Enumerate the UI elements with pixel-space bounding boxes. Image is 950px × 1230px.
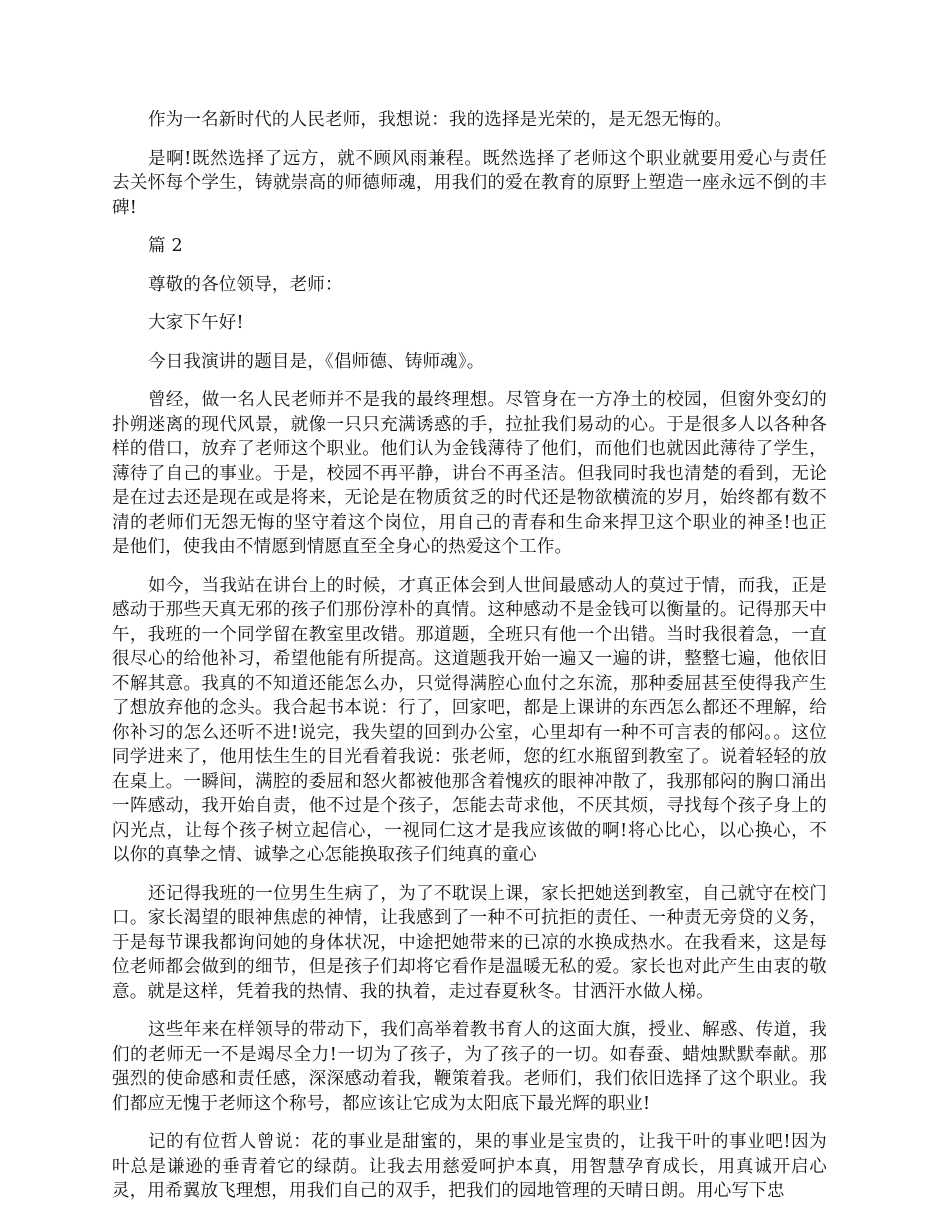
paragraph-choice: 是啊!既然选择了远方，就不顾风雨兼程。既然选择了老师这个职业就要用爱心与责任去关怀每个学生，铸就崇高的师德师魂，用我们的爱在教育的原野上塑造一座永远不倒的丰碑! [112,148,827,218]
paragraph-sick-student: 还记得我班的一位男生生病了，为了不耽误上课，家长把她送到教室，自己就守在校门口。家长渴望的眼神焦虑的神情，让我感到了一种不可抗拒的责任、一种责无旁贷的义务，于是每节课我都询问她的身体状况，中途把她带来的已凉的水换成热水。在我看来，这是每位老师都会做到的细节，但是孩子们却将它看作是温暖无私的爱。家长也对此产生由衷的敬意。就是这样，凭着我的热情、我的执着，走过春夏秋冬。甘洒汗水做人梯。 [112,883,827,1002]
salutation: 尊敬的各位领导，老师： [148,274,343,295]
paragraph-years: 这些年来在样领导的带动下，我们高举着教书育人的这面大旗，授业、解惑、传道，我们的老师无一不是竭尽全力!一切为了孩子，为了孩子的一切。如春蚕、蜡烛默默奉献。那强烈的使命感和责任感，深深感动着我，鞭策着我。老师们，我们依旧选择了这个职业。我们都应无愧于老师这个称号，都应该让它成为太阳底下最光辉的职业! [112,1020,827,1114]
greeting: 大家下午好! [148,313,244,333]
paragraph-philosopher: 记的有位哲人曾说：花的事业是甜蜜的，果的事业是宝贵的，让我干叶的事业吧!因为叶总是谦逊的垂青着它的绿荫。让我去用慈爱呵护本真，用智慧孕育成长，用真诚开启心灵，用希翼放飞理想，用我们自己的双手，把我们的园地管理的天晴日朗。用心写下忠 [112,1132,827,1201]
paragraph-ideal: 曾经，做一名人民老师并不是我的最终理想。尽管身在一方净土的校园，但窗外变幻的扑朔迷离的现代风景，就像一只只充满诱惑的手，拉扯我们易动的心。于是很多人以各种各样的借口，放弃了老师这个职业。他们认为金钱薄待了他们，而他们也就因此薄待了学生，薄待了自己的事业。于是，校园不再平静，讲台不再圣洁。但我同时我也清楚的看到，无论是在过去还是现在或是将来，无论是在物质贫乏的时代还是物欲横流的岁月，始终都有数不清的老师们无怨无悔的坚守着这个岗位，用自己的青春和生命来捍卫这个职业的神圣!也正是他们，使我由不情愿到情愿直至全身心的热爱这个工作。 [112,390,827,557]
section-heading: 篇 2 [148,236,183,256]
paragraph-closing-statement: 作为一名新时代的人民老师，我想说：我的选择是光荣的，是无怨无悔的。 [148,110,733,130]
paragraph-classroom-story: 如今，当我站在讲台上的时候，才真正体会到人世间最感动人的莫过于情，而我，正是感动于那些天真无邪的孩子们那份淳朴的真情。这种感动不是金钱可以衡量的。记得那天中午，我班的一个同学留在教室里改错。那道题，全班只有他一个出错。当时我很着急，一直很尽心的给他补习，希望他能有所提高。这道题我开始一遍又一遍的讲，整整七遍，他依旧不解其意。我真的不知道还能怎么办，只觉得满腔心血付之东流，那种委屈甚至使得我产生了想放弃他的念头。我合起书本说：行了，回家吧，都是上课讲的东西怎么都还不理解，给你补习的怎么还听不进!说完，我失望的回到办公室，心里却有一种不可言表的郁闷。。这位同学进来了，他用怯生生的目光看着我说：张老师，您的红水瓶留到教室了。说着轻轻的放在桌上。一瞬间，满腔的委屈和怒火都被他那含着愧疚的眼神冲散了，我那郁闷的胸口涌出一阵感动，我开始自责，他不过是个孩子，怎能去苛求他，不厌其烦，寻找每个孩子身上的闪光点，让每个孩子树立起信心，一视同仁这才是我应该做的啊!将心比心，以心换心，不以你的真挚之情、诚挚之心怎能换取孩子们纯真的童心 [112,575,827,865]
document-page [112,108,827,1218]
speech-title-line: 今日我演讲的题目是，《倡师德、铸师魂》。 [148,351,485,372]
